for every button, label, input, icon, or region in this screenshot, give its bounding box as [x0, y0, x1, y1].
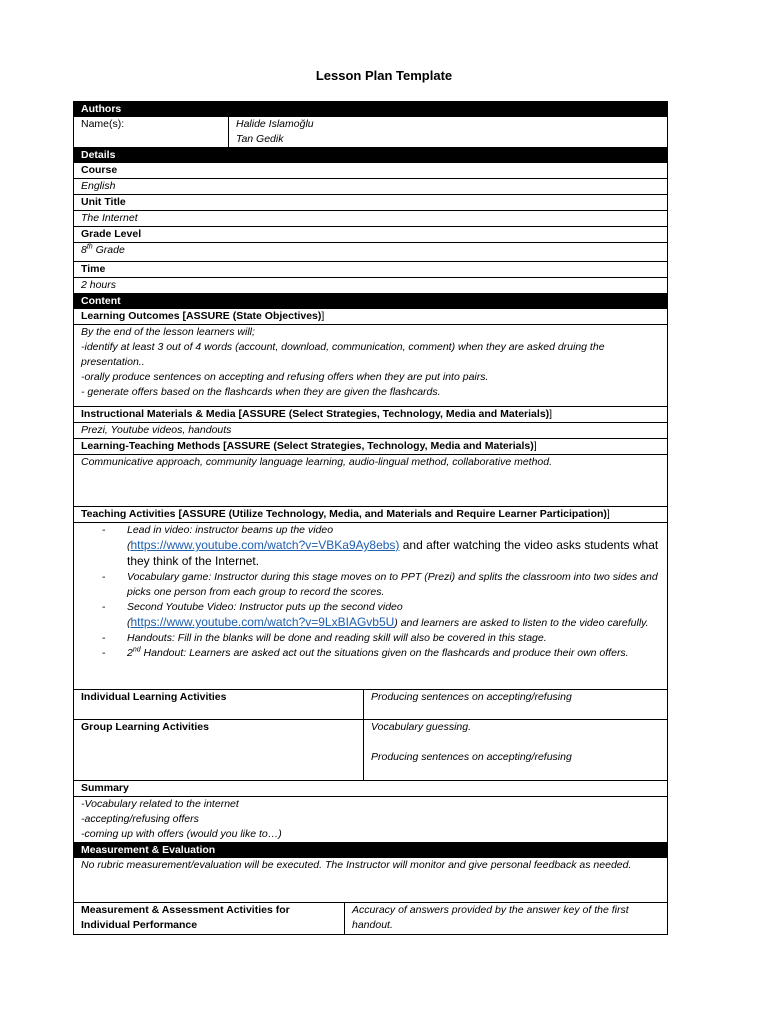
authors-header: Authors [74, 102, 667, 117]
outcomes-close: ] [321, 310, 325, 322]
materials-close: ] [549, 408, 553, 420]
methods-close: ] [533, 440, 537, 452]
assessment-value: Accuracy of answers provided by the answer key of the first handout. [352, 904, 629, 931]
activity-number: 2 [127, 647, 133, 659]
outcomes-text [74, 324, 667, 406]
individual-value: Producing sentences on accepting/refusing [371, 691, 572, 703]
activity-paren: ( [127, 540, 131, 552]
course-value: English [74, 178, 667, 194]
activity-text: and after watching the video asks students what they think of the Internet. [127, 538, 659, 568]
group-label: Group Learning Activities [74, 720, 364, 780]
summary-line: -accepting/refusing offers [81, 813, 199, 825]
individual-row [74, 689, 667, 719]
activity-item [127, 523, 660, 570]
summary-line: -Vocabulary related to the internet [81, 798, 239, 810]
assessment-label: Measurement & Assessment Activities for Individual Performance [74, 903, 345, 934]
methods-label [74, 438, 667, 454]
activity-item [127, 646, 660, 661]
video-link-2[interactable]: https://www.youtube.com/watch?v=9LxBIAGvb5U [130, 615, 395, 629]
unit-title-label: Unit Title [74, 194, 667, 210]
activity-text: Second Youtube Video: Instructor puts up the second video [127, 601, 403, 613]
grade-number: 8 [81, 244, 87, 256]
activities-label [74, 506, 667, 522]
summary-line: -coming up with offers (would you like to…) [81, 828, 282, 840]
grade-level-value [74, 242, 667, 261]
assessment-row [74, 902, 667, 934]
activity-paren: ( [127, 617, 131, 629]
activity-item: - Vocabulary game: Instructor during this stage moves on to PPT (Prezi) and splits the classroom into two sides and picks one person from each group to record the scores. [127, 570, 660, 600]
methods-value: Communicative approach, community language learning, audio-lingual method, collaborative method. [74, 454, 667, 506]
author-names [229, 117, 667, 147]
outcome-line: By the end of the lesson learners will; [81, 326, 255, 338]
outcomes-assure: ASSURE (State Objectives) [186, 310, 322, 322]
materials-assure: ASSURE (Select Strategies, Technology, Media and Materials) [242, 408, 550, 420]
materials-value: Prezi, Youtube videos, handouts [74, 422, 667, 438]
summary-label: Summary [74, 780, 667, 796]
measurement-text: No rubric measurement/evaluation will be executed. The Instructor will monitor and give personal feedback as needed. [81, 859, 632, 871]
author-name: Tan Gedik [236, 133, 284, 145]
grade-word: Grade [92, 244, 125, 256]
unit-title-value: The Internet [74, 210, 667, 226]
outcomes-label-text: Learning Outcomes [ [81, 310, 187, 322]
methods-label-text: Learning-Teaching Methods [ [81, 440, 227, 452]
outcomes-label [74, 309, 667, 324]
group-line: Vocabulary guessing. [371, 721, 472, 733]
outcome-line: -identify at least 3 out of 4 words (account, download, communication, comment) when they are asked druing the presentation.. [81, 341, 605, 368]
activity-text: Handout: Learners are asked act out the situations given on the flashcards and produce their own offers. [140, 647, 629, 659]
course-label: Course [81, 164, 118, 176]
activities-list [74, 522, 667, 689]
methods-assure: ASSURE (Select Strategies, Technology, Media and Materials) [226, 440, 534, 452]
outcome-line: - generate offers based on the flashcards when they are given the flashcards. [81, 386, 441, 398]
activity-item [127, 600, 660, 631]
materials-label [74, 406, 667, 422]
materials-label-text: Instructional Materials & Media [ [81, 408, 243, 420]
grade-suffix: th [86, 243, 93, 251]
individual-label: Individual Learning Activities [74, 690, 364, 719]
activity-text: Lead in video: instructor beams up the video [127, 524, 334, 536]
page-title: Lesson Plan Template [315, 68, 453, 83]
content-header: Content [74, 293, 667, 309]
video-link-1[interactable]: https://www.youtube.com/watch?v=VBKa9Ay8ebs) [130, 538, 400, 552]
activity-text: ) and learners are asked to listen to the video carefully. [394, 617, 649, 629]
activity-item: - Handouts: Fill in the blanks will be done and reading skill will also be covered in this stage. [127, 631, 660, 646]
authors-row [74, 117, 667, 147]
group-line: Producing sentences on accepting/refusing [371, 751, 572, 763]
names-label: Name(s): [74, 117, 229, 147]
activities-close: ] [606, 508, 610, 520]
time-label: Time [74, 261, 667, 277]
lesson-plan-table [73, 101, 668, 935]
activities-label-text: Teaching Activities [ [81, 508, 182, 520]
group-value [364, 720, 667, 780]
grade-level-label: Grade Level [74, 226, 667, 242]
author-name: Halide Islamoğlu [236, 118, 314, 130]
group-row [74, 719, 667, 780]
time-value: 2 hours [74, 277, 667, 293]
activity-suffix: nd [132, 646, 141, 654]
measurement-header: Measurement & Evaluation [74, 842, 667, 858]
outcome-line: -orally produce sentences on accepting and refusing offers when they are put into pairs. [81, 371, 489, 383]
activities-assure: ASSURE (Utilize Technology, Media, and Materials and Require Learner Participation) [181, 508, 607, 520]
details-header: Details [74, 147, 667, 163]
summary-value [74, 796, 667, 842]
